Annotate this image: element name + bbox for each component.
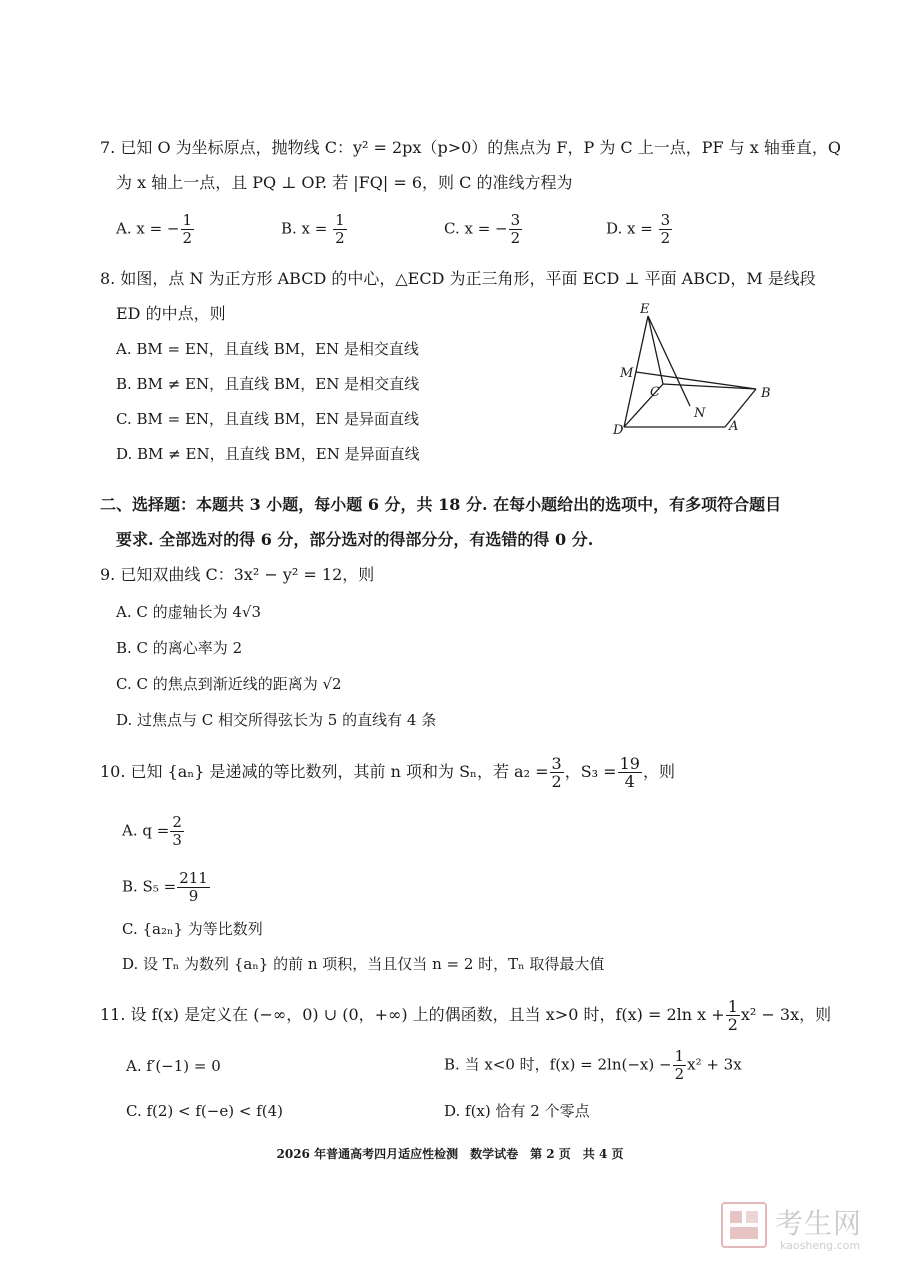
q10-option-d[interactable]: D. 设 Tₙ 为数列 {aₙ} 的前 n 项积，当且仅当 n = 2 时，Tₙ 取得最大值 bbox=[122, 955, 605, 973]
fraction: $\frac{3}{2}$ bbox=[551, 754, 562, 791]
label-C: C bbox=[650, 385, 660, 400]
q11-option-a[interactable]: A. f′(−1) = 0 bbox=[126, 1057, 221, 1075]
q7-stem-line2: 为 x 轴上一点，且 PQ ⊥ OP. 若 |FQ| = 6，则 C 的准线方程为 bbox=[116, 173, 573, 192]
fraction: $\frac{1}{2}$ bbox=[335, 211, 345, 247]
q10-option-c[interactable]: C. {a₂ₙ} 为等比数列 bbox=[122, 920, 263, 938]
q8-option-d[interactable]: D. BM ≠ EN，且直线 BM，EN 是异面直线 bbox=[116, 445, 420, 463]
q7-stem-line1: 7. 已知 O 为坐标原点，抛物线 C：y² = 2px（p>0）的焦点为 F，P 为 C 上一点，PF 与 x 轴垂直，Q bbox=[100, 138, 841, 157]
q7-option-a[interactable] bbox=[116, 212, 195, 247]
label-E: E bbox=[640, 302, 650, 317]
option-prefix: B. x = bbox=[281, 219, 333, 238]
q9-option-a[interactable]: A. C 的虚轴长为 4√3 bbox=[116, 603, 262, 621]
q7-option-b[interactable] bbox=[281, 212, 348, 247]
q10-option-b[interactable]: B. S₅ = $\frac{211}{9}$ bbox=[122, 869, 208, 905]
q10-option-a[interactable]: A. q = $\frac{2}{3}$ bbox=[122, 813, 182, 849]
q10-stem: 10. 已知 {aₙ} 是递减的等比数列，其前 n 项和为 Sₙ，若 a₂ = $\frac{3}{2}$ ，S₃ = $\frac{19}{4}$ ，则 bbox=[100, 754, 675, 791]
geometry-figure bbox=[608, 300, 788, 440]
fraction: $\frac{1}{2}$ bbox=[674, 1047, 685, 1083]
label-A: A bbox=[729, 419, 739, 434]
q11-option-d[interactable]: D. f(x) 恰有 2 个零点 bbox=[444, 1102, 590, 1120]
fraction: $\frac{211}{9}$ bbox=[179, 869, 208, 905]
option-prefix: C. x = − bbox=[444, 219, 508, 238]
option-prefix: A. x = − bbox=[116, 219, 180, 238]
fraction: $\frac{1}{2}$ bbox=[182, 211, 193, 247]
fraction: $\frac{3}{2}$ bbox=[660, 211, 671, 247]
label-D: D bbox=[613, 423, 624, 438]
watermark-subtext: kaosheng.com bbox=[780, 1239, 861, 1252]
q8-option-b[interactable]: B. BM ≠ EN，且直线 BM，EN 是相交直线 bbox=[116, 375, 420, 393]
q9-option-b[interactable]: B. C 的离心率为 2 bbox=[116, 639, 243, 657]
page-footer: 2026 年普通高考四月适应性检测 数学试卷 第 2 页 共 4 页 bbox=[276, 1147, 624, 1161]
fraction: $\frac{19}{4}$ bbox=[619, 754, 640, 791]
option-prefix: D. x = bbox=[606, 219, 658, 238]
fraction: $\frac{2}{3}$ bbox=[172, 813, 182, 849]
section2-heading-line1: 二、选择题：本题共 3 小题，每小题 6 分，共 18 分. 在每小题给出的选项中，有多项符合题目 bbox=[100, 495, 782, 514]
section2-heading-line2: 要求. 全部选对的得 6 分，部分选对的得部分分，有选错的得 0 分. bbox=[116, 530, 594, 549]
q8-stem-line1: 8. 如图，点 N 为正方形 ABCD 的中心，△ECD 为正三角形，平面 ECD ⊥ 平面 ABCD，M 是线段 bbox=[100, 269, 816, 288]
q7-option-d[interactable] bbox=[606, 212, 673, 247]
label-M: M bbox=[620, 366, 634, 381]
q11-option-c[interactable]: C. f(2) < f(−e) < f(4) bbox=[126, 1102, 283, 1120]
q7-option-c[interactable] bbox=[444, 212, 523, 247]
watermark-text: 考生网 bbox=[775, 1207, 863, 1240]
label-N: N bbox=[694, 406, 706, 421]
q11-stem: 11. 设 f(x) 是定义在 (−∞，0) ∪ (0，+∞) 上的偶函数，且当 x>0 时，f(x) = 2ln x + $\frac{1}{2}$ x² − 3x，则 bbox=[100, 997, 832, 1034]
q8-option-c[interactable]: C. BM = EN，且直线 BM，EN 是异面直线 bbox=[116, 410, 420, 428]
fraction: $\frac{3}{2}$ bbox=[510, 211, 521, 247]
label-B: B bbox=[761, 386, 771, 401]
q8-stem-line2: ED 的中点，则 bbox=[116, 304, 226, 323]
q9-option-c[interactable]: C. C 的焦点到渐近线的距离为 √2 bbox=[116, 675, 342, 693]
q11-option-b[interactable]: B. 当 x<0 时，f(x) = 2ln(−x) − $\frac{1}{2}$ x² + 3x bbox=[444, 1047, 742, 1083]
q9-option-d[interactable]: D. 过焦点与 C 相交所得弦长为 5 的直线有 4 条 bbox=[116, 711, 437, 729]
fraction: $\frac{1}{2}$ bbox=[727, 997, 738, 1034]
q8-option-a[interactable]: A. BM = EN，且直线 BM，EN 是相交直线 bbox=[116, 340, 419, 358]
q9-stem: 9. 已知双曲线 C：3x² − y² = 12，则 bbox=[100, 565, 375, 584]
